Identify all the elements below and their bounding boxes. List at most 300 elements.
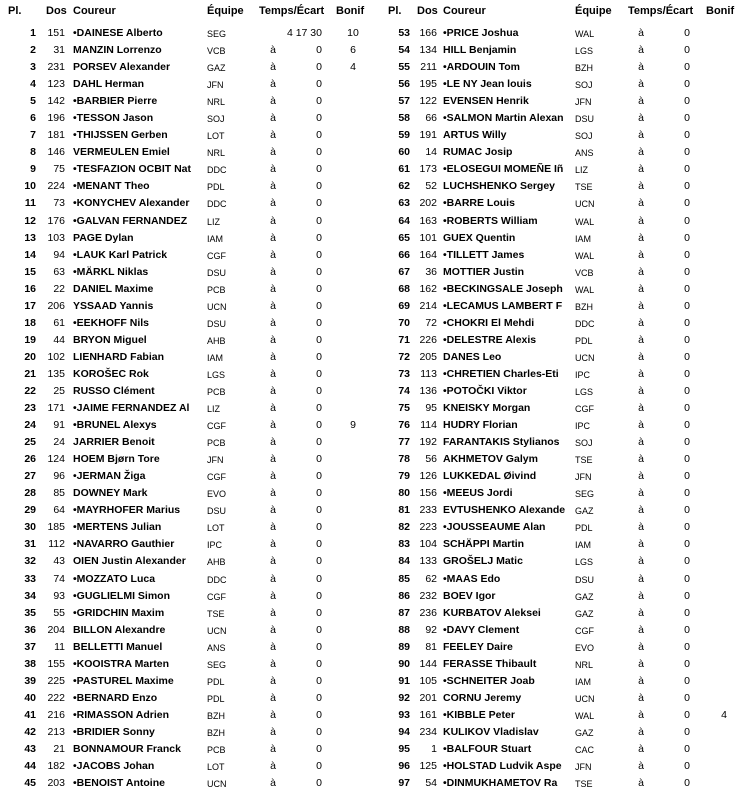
- bib-number: 134: [419, 44, 437, 57]
- bib-number: 166: [419, 27, 437, 39]
- time-or-gap: à: [638, 384, 644, 397]
- team-code: NRL: [575, 659, 594, 670]
- bib-number: 103: [47, 231, 65, 244]
- rider-name: KURBATOV Aleksei: [443, 606, 541, 619]
- bib-number: 92: [425, 623, 437, 636]
- bib-number: 104: [419, 538, 437, 551]
- bib-number: 1: [431, 742, 437, 755]
- bib-number: 91: [53, 419, 65, 432]
- gap-value: 0: [684, 640, 690, 653]
- gap-value: 0: [684, 760, 690, 773]
- team-code: LIZ: [207, 216, 221, 227]
- table-row: [0, 349, 752, 366]
- team-code: AHB: [207, 335, 226, 346]
- table-row: [0, 25, 752, 42]
- table-row: [0, 434, 752, 451]
- time-or-gap: à: [270, 78, 276, 91]
- team-code: EVO: [575, 642, 595, 653]
- time-or-gap: à: [270, 521, 276, 534]
- place: 62: [398, 180, 410, 193]
- rider-name: CORNU Jeremy: [443, 691, 522, 704]
- team-code: PCB: [207, 744, 226, 755]
- team-code: ANS: [207, 642, 226, 653]
- team-code: TSE: [575, 182, 593, 193]
- header-equipe: Équipe: [207, 5, 244, 17]
- time-or-gap: à: [638, 555, 644, 568]
- rider-name: •LAUK Karl Patrick: [73, 248, 168, 261]
- place: 37: [24, 640, 36, 653]
- place: 56: [398, 78, 410, 91]
- table-row: [0, 281, 752, 298]
- time-or-gap: à: [270, 453, 276, 466]
- team-code: VCB: [207, 46, 226, 57]
- table-row: [0, 59, 752, 76]
- bib-number: 44: [53, 333, 65, 346]
- header-pl: Pl.: [388, 5, 402, 17]
- rider-name: •PASTUREL Maxime: [73, 674, 174, 687]
- place: 45: [24, 777, 36, 790]
- gap-value: 0: [316, 589, 322, 602]
- team-code: PDL: [575, 335, 593, 346]
- table-row: [0, 656, 752, 673]
- rider-name: •JAIME FERNANDEZ Al: [73, 402, 190, 415]
- team-code: CGF: [207, 472, 226, 483]
- bib-number: 182: [47, 760, 65, 773]
- time-or-gap: à: [270, 95, 276, 108]
- time-or-gap: à: [270, 44, 276, 57]
- bib-number: 66: [425, 112, 437, 125]
- team-code: PDL: [207, 182, 225, 193]
- gap-value: 0: [684, 316, 690, 329]
- team-code: JFN: [207, 455, 224, 466]
- gap-value: 0: [316, 78, 322, 91]
- bib-number: 216: [47, 708, 65, 721]
- place: 6: [30, 112, 36, 125]
- time-or-gap: à: [638, 299, 644, 312]
- place: 84: [398, 555, 410, 568]
- rider-name: MANZIN Lorrenzo: [73, 44, 162, 57]
- rider-name: •DINMUKHAMETOV Ra: [443, 777, 558, 790]
- place: 63: [398, 197, 410, 210]
- bib-number: 114: [420, 419, 437, 432]
- time-or-gap: à: [638, 95, 644, 108]
- gap-value: 0: [684, 197, 690, 210]
- rider-name: •BALFOUR Stuart: [443, 742, 532, 755]
- time-or-gap: à: [638, 504, 644, 517]
- table-row: [0, 605, 752, 622]
- table-row: [0, 741, 752, 758]
- gap-value: 0: [684, 367, 690, 380]
- rider-name: •LE NY Jean louis: [443, 78, 532, 91]
- table-row: [0, 332, 752, 349]
- team-code: UCN: [207, 625, 227, 636]
- table-row: [0, 417, 752, 434]
- bonus: 4: [721, 708, 727, 721]
- place: 66: [398, 248, 410, 261]
- team-code: CGF: [207, 591, 226, 602]
- rider-name: •BERNARD Enzo: [73, 691, 158, 704]
- bib-number: 233: [419, 504, 437, 517]
- time-or-gap: à: [270, 333, 276, 346]
- place: 68: [398, 282, 410, 295]
- bib-number: 176: [47, 214, 65, 227]
- place: 15: [24, 265, 36, 278]
- place: 93: [398, 708, 410, 721]
- rider-name: BONNAMOUR Franck: [73, 742, 181, 755]
- gap-value: 0: [684, 606, 690, 619]
- table-row: [0, 690, 752, 707]
- bib-number: 31: [53, 44, 65, 57]
- bib-number: 136: [419, 384, 437, 397]
- table-row: [0, 42, 752, 59]
- table-row: [0, 588, 752, 605]
- team-code: IAM: [207, 233, 224, 244]
- place: 53: [398, 27, 410, 39]
- place: 24: [24, 419, 36, 432]
- place: 90: [398, 657, 410, 670]
- rider-name: HUDRY Florian: [443, 419, 518, 432]
- rider-name: •ELOSEGUI MOMEÑE Iñ: [443, 163, 564, 176]
- rider-name: FEELEY Daire: [443, 640, 513, 653]
- bonus: 4: [350, 61, 356, 74]
- rider-name: KOROŠEC Rok: [73, 367, 149, 380]
- place: 22: [24, 384, 36, 397]
- team-code: LOT: [207, 523, 225, 534]
- bib-number: 223: [419, 521, 437, 534]
- place: 96: [398, 760, 410, 773]
- team-code: WAL: [575, 216, 595, 227]
- table-row: [0, 315, 752, 332]
- place: 12: [24, 214, 36, 227]
- gap-value: 0: [684, 350, 690, 363]
- gap-value: 0: [316, 538, 322, 551]
- rider-name: •JOUSSEAUME Alan: [443, 521, 546, 534]
- team-code: NRL: [207, 148, 226, 159]
- place: 8: [30, 146, 36, 159]
- gap-value: 0: [684, 129, 690, 142]
- place: 61: [398, 163, 410, 176]
- rider-name: •CHRETIEN Charles-Eti: [443, 367, 559, 380]
- gap-value: 0: [316, 760, 322, 773]
- bib-number: 54: [425, 777, 437, 790]
- gap-value: 0: [684, 589, 690, 602]
- bib-number: 95: [425, 402, 437, 415]
- time-or-gap: à: [638, 265, 644, 278]
- rider-name: •MAAS Edo: [443, 572, 501, 585]
- team-code: UCN: [575, 352, 595, 363]
- place: 9: [30, 163, 36, 176]
- time-or-gap: à: [638, 436, 644, 449]
- time-or-gap: à: [638, 777, 644, 790]
- time-or-gap: à: [638, 146, 644, 159]
- gap-value: 0: [684, 61, 690, 74]
- rider-name: •MENANT Theo: [73, 180, 150, 193]
- place: 83: [398, 538, 410, 551]
- team-code: PDL: [207, 676, 225, 687]
- table-row: [0, 536, 752, 553]
- place: 34: [24, 589, 36, 602]
- team-code: BZH: [575, 301, 593, 312]
- place: 67: [398, 265, 410, 278]
- bib-number: 14: [425, 146, 437, 159]
- place: 33: [24, 572, 36, 585]
- header-dos: Dos: [46, 5, 67, 17]
- bib-number: 161: [419, 708, 437, 721]
- rider-name: •GALVAN FERNANDEZ: [73, 214, 188, 227]
- bib-number: 144: [419, 657, 437, 670]
- rider-name: ARTUS Willy: [443, 129, 507, 142]
- team-code: DSU: [207, 506, 227, 517]
- gap-value: 0: [316, 657, 322, 670]
- time-or-gap: à: [270, 691, 276, 704]
- team-code: IPC: [207, 540, 223, 551]
- bib-number: 151: [47, 27, 65, 39]
- time-or-gap: à: [270, 589, 276, 602]
- gap-value: 0: [316, 725, 322, 738]
- place: 44: [24, 760, 36, 773]
- rider-name: •CHOKRI El Mehdi: [443, 316, 535, 329]
- place: 10: [24, 180, 36, 193]
- time-or-gap: à: [638, 44, 644, 57]
- gap-value: 0: [316, 504, 322, 517]
- team-code: IAM: [575, 676, 592, 687]
- gap-value: 0: [316, 316, 322, 329]
- time-or-gap: à: [270, 657, 276, 670]
- time-or-gap: à: [638, 112, 644, 125]
- rider-name: YSSAAD Yannis: [73, 299, 154, 312]
- bib-number: 133: [419, 555, 437, 568]
- team-code: TSE: [207, 608, 225, 619]
- bib-number: 102: [47, 350, 65, 363]
- time-or-gap: à: [638, 657, 644, 670]
- time-or-gap: à: [638, 350, 644, 363]
- place: 88: [398, 623, 410, 636]
- bib-number: 126: [419, 470, 437, 483]
- bib-number: 202: [419, 197, 437, 210]
- place: 11: [24, 197, 36, 210]
- place: 73: [398, 367, 410, 380]
- place: 3: [30, 61, 36, 74]
- table-row: [0, 758, 752, 775]
- place: 21: [24, 367, 36, 380]
- bib-number: 75: [53, 163, 65, 176]
- rider-name: DOWNEY Mark: [73, 487, 148, 500]
- table-row: [0, 383, 752, 400]
- table-row: [0, 366, 752, 383]
- rider-name: •KIBBLE Peter: [443, 708, 515, 721]
- team-code: SOJ: [575, 80, 593, 91]
- rider-name: •LECAMUS LAMBERT F: [443, 299, 563, 312]
- team-code: IPC: [575, 421, 591, 432]
- rider-name: RUSSO Clément: [73, 384, 155, 397]
- bib-number: 201: [419, 691, 437, 704]
- rider-name: •GRIDCHIN Maxim: [73, 606, 165, 619]
- team-code: LIZ: [207, 404, 221, 415]
- rider-name: GROŠELJ Matic: [443, 555, 523, 568]
- gap-value: 0: [684, 231, 690, 244]
- rider-name: •BECKINGSALE Joseph: [443, 282, 563, 295]
- bib-number: 222: [47, 691, 65, 704]
- time-or-gap: à: [270, 231, 276, 244]
- rider-name: •ARDOUIN Tom: [443, 61, 520, 74]
- rider-name: OIEN Justin Alexander: [73, 555, 186, 568]
- place: 5: [30, 95, 36, 108]
- bib-number: 56: [425, 453, 437, 466]
- gap-value: 0: [684, 27, 690, 39]
- place: 77: [398, 436, 410, 449]
- time-or-gap: 4 17 30: [286, 27, 322, 39]
- rider-name: •RIMASSON Adrien: [73, 708, 170, 721]
- time-or-gap: à: [638, 163, 644, 176]
- bib-number: 85: [53, 487, 65, 500]
- table-row: [0, 468, 752, 485]
- gap-value: 0: [684, 299, 690, 312]
- time-or-gap: à: [638, 453, 644, 466]
- bib-number: 204: [47, 623, 65, 636]
- gap-value: 0: [316, 419, 322, 432]
- gap-value: 0: [316, 572, 322, 585]
- team-code: CGF: [575, 625, 594, 636]
- team-code: JFN: [575, 472, 592, 483]
- table-row: [0, 195, 752, 212]
- gap-value: 0: [316, 384, 322, 397]
- rider-name: •JERMAN Žiga: [73, 470, 146, 483]
- place: 17: [24, 299, 36, 312]
- bib-number: 112: [48, 538, 65, 551]
- place: 43: [24, 742, 36, 755]
- team-code: IPC: [575, 369, 591, 380]
- bib-number: 196: [47, 112, 65, 125]
- time-or-gap: à: [638, 180, 644, 193]
- rider-name: RUMAC Josip: [443, 146, 513, 159]
- place: 59: [398, 129, 410, 142]
- team-code: AHB: [207, 557, 226, 568]
- time-or-gap: à: [270, 129, 276, 142]
- time-or-gap: à: [638, 708, 644, 721]
- gap-value: 0: [684, 521, 690, 534]
- place: 18: [24, 316, 36, 329]
- time-or-gap: à: [270, 708, 276, 721]
- bib-number: 93: [53, 589, 65, 602]
- bib-number: 226: [419, 333, 437, 346]
- bib-number: 181: [47, 129, 65, 142]
- place: 79: [398, 470, 410, 483]
- team-code: DSU: [207, 267, 227, 278]
- team-code: SOJ: [575, 131, 593, 142]
- team-code: PDL: [207, 693, 225, 704]
- table-row: [0, 502, 752, 519]
- place: 89: [398, 640, 410, 653]
- bib-number: 36: [425, 265, 437, 278]
- table-row: [0, 110, 752, 127]
- time-or-gap: à: [270, 470, 276, 483]
- team-code: LGS: [575, 386, 594, 397]
- rider-name: •NAVARRO Gauthier: [73, 538, 175, 551]
- gap-value: 0: [684, 708, 690, 721]
- bib-number: 63: [53, 265, 65, 278]
- bib-number: 231: [47, 61, 65, 74]
- rider-name: •BRUNEL Alexys: [73, 419, 157, 432]
- gap-value: 0: [316, 623, 322, 636]
- gap-value: 0: [684, 538, 690, 551]
- header-bonif: Bonif: [706, 5, 735, 17]
- place: 97: [398, 777, 410, 790]
- time-or-gap: à: [270, 299, 276, 312]
- place: 23: [24, 402, 36, 415]
- rider-name: HILL Benjamin: [443, 44, 517, 57]
- rider-name: BILLON Alexandre: [73, 623, 166, 636]
- gap-value: 0: [684, 487, 690, 500]
- time-or-gap: à: [270, 61, 276, 74]
- place: 4: [30, 78, 36, 91]
- team-code: WAL: [575, 284, 595, 295]
- header-dos: Dos: [417, 5, 438, 17]
- rider-name: •MEEUS Jordi: [443, 487, 513, 500]
- place: 36: [24, 623, 36, 636]
- gap-value: 0: [684, 572, 690, 585]
- time-or-gap: à: [270, 572, 276, 585]
- bib-number: 225: [47, 674, 65, 687]
- bib-number: 52: [425, 180, 437, 193]
- time-or-gap: à: [638, 691, 644, 704]
- table-row: [0, 76, 752, 93]
- rider-name: •DELESTRE Alexis: [443, 333, 537, 346]
- rider-name: •SCHNEITER Joab: [443, 674, 535, 687]
- place: 1: [30, 27, 36, 39]
- rider-name: KULIKOV Vladislav: [443, 725, 539, 738]
- bib-number: 74: [53, 572, 65, 585]
- team-code: DSU: [207, 318, 227, 329]
- gap-value: 0: [316, 555, 322, 568]
- gap-value: 0: [684, 180, 690, 193]
- table-row: [0, 519, 752, 536]
- rider-name: HOEM Bjørn Tore: [73, 453, 160, 466]
- team-code: UCN: [575, 199, 595, 210]
- bib-number: 73: [53, 197, 65, 210]
- table-row: [0, 451, 752, 468]
- gap-value: 0: [684, 657, 690, 670]
- place: 65: [398, 231, 410, 244]
- rider-name: •KOOISTRA Marten: [73, 657, 170, 670]
- time-or-gap: à: [638, 214, 644, 227]
- bib-number: 11: [54, 640, 65, 653]
- time-or-gap: à: [270, 163, 276, 176]
- rider-name: VERMEULEN Emiel: [73, 146, 170, 159]
- table-row: [0, 400, 752, 417]
- team-code: LOT: [207, 131, 225, 142]
- gap-value: 0: [684, 504, 690, 517]
- header-bonif: Bonif: [336, 5, 365, 17]
- bib-number: 122: [419, 95, 437, 108]
- bib-number: 62: [425, 572, 437, 585]
- place: 38: [24, 657, 36, 670]
- bib-number: 135: [47, 367, 65, 380]
- time-or-gap: à: [270, 725, 276, 738]
- team-code: TSE: [575, 779, 593, 790]
- time-or-gap: à: [638, 333, 644, 346]
- rider-name: •EEKHOFF Nils: [73, 316, 150, 329]
- time-or-gap: à: [270, 265, 276, 278]
- bonus: 9: [350, 419, 356, 432]
- place: 78: [398, 453, 410, 466]
- gap-value: 0: [684, 44, 690, 57]
- place: 81: [398, 504, 410, 517]
- bib-number: 125: [419, 760, 437, 773]
- rider-name: •HOLSTAD Ludvik Aspe: [443, 760, 562, 773]
- rider-name: •BARBIER Pierre: [73, 95, 158, 108]
- time-or-gap: à: [638, 742, 644, 755]
- team-code: LGS: [575, 46, 594, 57]
